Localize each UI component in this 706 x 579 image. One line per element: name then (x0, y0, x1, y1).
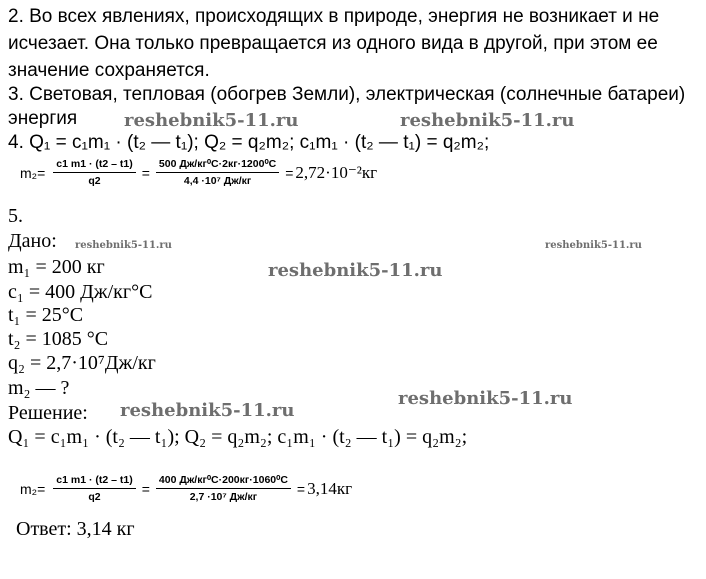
given-t2: t₂ = 1085 °C (8, 328, 109, 350)
formula-5-num-2: 400 Дж/кг⁰С·200кг·1060⁰С (156, 474, 291, 489)
formula-5-lhs: m₂= (20, 480, 46, 497)
formula-4-eq-1: = (141, 164, 150, 181)
formula-5-fraction-1 (53, 474, 135, 503)
p2-line-3: значение сохраняется. (8, 60, 210, 81)
p3-line-2: энергия (8, 108, 78, 129)
given-m1: m₁ = 200 кг (8, 256, 105, 278)
formula-4 (20, 158, 377, 187)
formula-5-num-1: c1 m1 · (t2 – t1) (53, 474, 135, 489)
watermark: reshebnik5-11.ru (398, 388, 573, 409)
formula-4-den-2: 4,4 ·10⁷ Дж/кг (183, 175, 252, 187)
formula-4-result: 2,72·10⁻²кг (295, 162, 378, 182)
watermark: reshebnik5-11.ru (268, 260, 443, 281)
answer: Ответ: 3,14 кг (16, 518, 135, 540)
given-c1: c₁ = 400 Дж/кг°C (8, 281, 153, 303)
formula-5 (20, 474, 352, 503)
formula-5-result: 3,14кг (307, 478, 353, 498)
formula-5-eq-1: = (141, 480, 150, 497)
given-label: Дано: (8, 230, 57, 252)
formula-4-num-1: c1 m1 · (t2 – t1) (53, 158, 135, 173)
watermark: reshebnik5-11.ru (545, 240, 642, 251)
p4-formulas: 4. Q₁ = c₁m₁ · (t₂ — t₁); Q₂ = q₂m₂; c₁m₁ · (t₂ — t₁) = q₂m₂; (8, 132, 490, 153)
watermark: reshebnik5-11.ru (120, 400, 295, 421)
given-q2: q₂ = 2,7·10⁷Дж/кг (8, 352, 156, 374)
solution-label: Решение: (8, 402, 88, 424)
p2-line-1: 2. Во всех явлениях, происходящих в природе, энергия не возникает и не (8, 6, 660, 27)
formula-4-fraction-1 (53, 158, 135, 187)
formula-5-den-2: 2,7 ·10⁷ Дж/кг (189, 491, 258, 503)
watermark: reshebnik5-11.ru (75, 240, 172, 251)
given-m2: m₂ — ? (8, 377, 70, 399)
formula-4-num-2: 500 Дж/кг⁰С·2кг·1200⁰С (156, 158, 279, 173)
given-t1: t₁ = 25°C (8, 304, 84, 326)
formula-4-fraction-2 (156, 158, 279, 187)
watermark: reshebnik5-11.ru (400, 110, 575, 131)
p5-formulas: Q₁ = c₁m₁ · (t₂ — t₁); Q₂ = q₂m₂; c₁m₁ · (t₂ — t₁) = q₂m₂; (8, 426, 468, 448)
formula-5-fraction-2 (156, 474, 291, 503)
formula-5-eq-2: = (296, 480, 306, 497)
formula-4-eq-2: = (285, 164, 294, 181)
p2-line-2: исчезает. Она только превращается из одного вида в другой, при этом ее (8, 33, 658, 54)
formula-5-den-1: q2 (88, 491, 101, 503)
formula-4-lhs: m₂= (20, 164, 46, 181)
watermark: reshebnik5-11.ru (124, 110, 299, 131)
p3-line-1: 3. Световая, тепловая (обогрев Земли), электрическая (солнечные батареи) (8, 84, 686, 105)
formula-4-den-1: q2 (88, 175, 101, 187)
p5-number: 5. (8, 205, 23, 227)
